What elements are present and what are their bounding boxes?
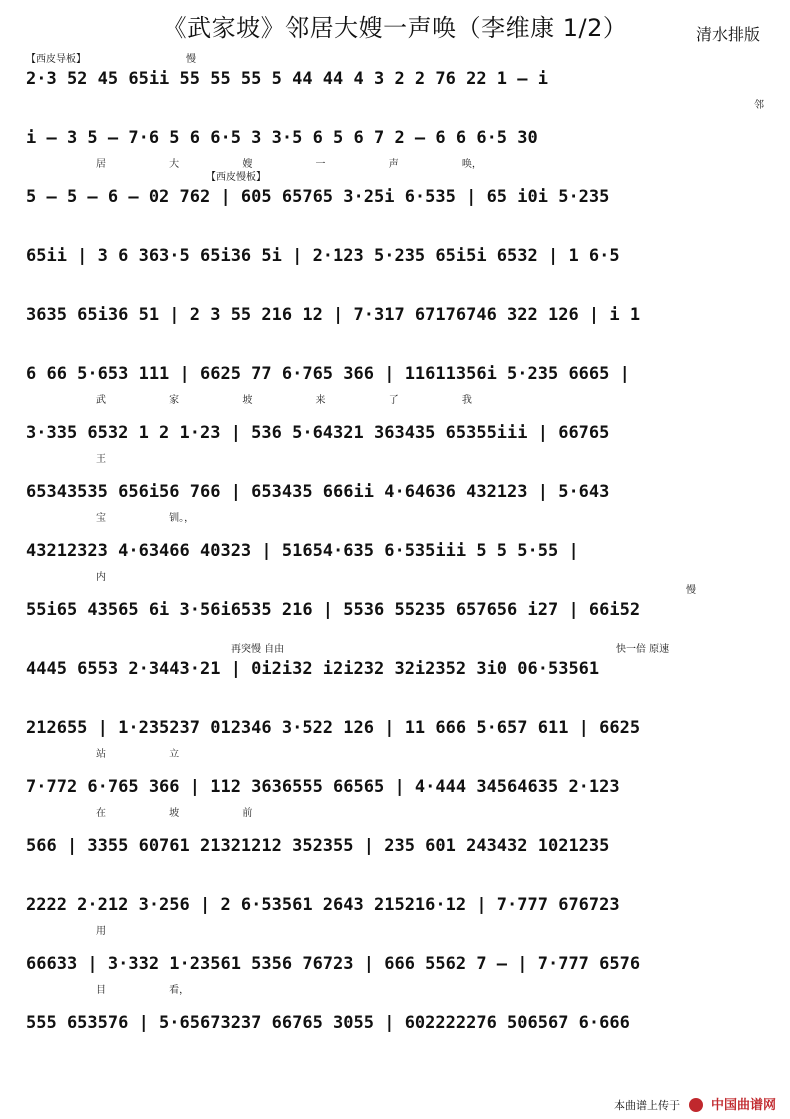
notation-line: 6 66 5·653 111 | 6625 77 6·765 366 | 11611356i 5·235 6665 | <box>26 364 630 384</box>
notation-line: 7·772 6·765 366 | 112 3636555 66565 | 4·444 34564635 2·123 <box>26 777 620 797</box>
notation-line: 2·3 52 45 65ii 55 55 55 5 44 44 4 3 2 2 76 22 1 – i <box>26 69 548 89</box>
notation-line: 3635 65i36 51 | 2 3 55 216 12 | 7·317 67176746 322 126 | i 1 <box>26 305 641 325</box>
score-line <box>26 953 770 999</box>
score-line <box>26 776 770 822</box>
score-line <box>26 363 770 409</box>
lyric-line: 目 看， <box>96 985 190 996</box>
score-line <box>26 304 770 350</box>
lyric-line: 王 <box>96 454 106 465</box>
lyric-line: 站 立 <box>96 749 180 760</box>
notation-line: 4445 6553 2·3443·21 | 0i2i32 i2i232 32i2352 3i0 06·53561 <box>26 659 600 679</box>
footer <box>614 1094 776 1113</box>
lyric-line: 居 大 嫂 一 声 唤， <box>96 159 482 170</box>
notation-line: 566 | 3355 60761 21321212 352355 | 235 601 243432 1021235 <box>26 836 610 856</box>
tempo-tag: 慢 <box>686 585 696 596</box>
score-line <box>26 644 770 704</box>
tempo-tag: 【西皮慢板】 <box>206 172 266 183</box>
tempo-tag: 【西皮导板】 <box>26 54 86 65</box>
arranger-credit: 清水排版 <box>695 25 760 44</box>
score-line <box>26 172 770 232</box>
score-line <box>26 481 770 527</box>
footer-upload-text: 本曲谱上传于 <box>613 1099 680 1112</box>
notation-line: 55i65 43565 6i 3·56i6535 216 | 5536 55235 657656 i27 | 66i52 <box>26 600 641 620</box>
lyric-line: 用 <box>96 926 106 937</box>
site-logo-icon <box>689 1098 703 1112</box>
score-line <box>26 835 770 881</box>
tempo-tag: 再突慢 自由 <box>231 644 285 655</box>
lyric-line: 武 家 坡 来 了 我 <box>96 395 472 406</box>
score-line <box>26 54 770 114</box>
tempo-tag: 快一倍 原速 <box>616 644 670 655</box>
lyric-line: 内 <box>96 572 106 583</box>
score-line <box>26 1012 770 1058</box>
notation-line: 65343535 656i56 766 | 653435 666ii 4·64636 432123 | 5·643 <box>26 482 610 502</box>
tempo-tag: 慢 <box>186 54 196 65</box>
footer-site-name[interactable]: 中国曲谱网 <box>710 1098 776 1113</box>
score-title: 《武家坡》邻居大嫂一声唤（李维康 1/2） <box>162 14 628 42</box>
score-line <box>26 585 770 645</box>
notation-line: 3·335 6532 1 2 1·23 | 536 5·64321 363435 65355iii | 66765 <box>26 423 610 443</box>
score-line <box>26 245 770 291</box>
notation-line: 43212323 4·63466 40323 | 51654·635 6·535iii 5 5 5·55 | <box>26 541 579 561</box>
score-line <box>26 540 770 586</box>
score-line <box>26 422 770 468</box>
notation-line: 555 653576 | 5·65673237 66765 3055 | 602222276 506567 6·666 <box>26 1013 630 1033</box>
score-line <box>26 717 770 763</box>
score-line <box>26 894 770 940</box>
lyric-line: 在 坡 前 <box>96 808 253 819</box>
lyric-line: 邻 <box>754 100 764 111</box>
notation-line: 212655 | 1·235237 012346 3·522 126 | 11 666 5·657 611 | 6625 <box>26 718 641 738</box>
notation-line: 65ii | 3 6 363·5 65i36 5i | 2·123 5·235 65i5i 6532 | 1 6·5 <box>26 246 620 266</box>
score-line <box>26 127 770 173</box>
notation-line: 5 – 5 – 6 – 02 762 | 605 65765 3·25i 6·535 | 65 i0i 5·235 <box>26 187 610 207</box>
notation-line: 2222 2·212 3·256 | 2 6·53561 2643 215216·12 | 7·777 676723 <box>26 895 620 915</box>
notation-line: 66633 | 3·332 1·23561 5356 76723 | 666 5562 7 – | 7·777 6576 <box>26 954 641 974</box>
lyric-line: 宝 钏。， <box>96 513 195 524</box>
notation-line: i – 3 5 – 7·6 5 6 6·5 3 3·5 6 5 6 7 2 – 6 6 6·5 30 <box>26 128 538 148</box>
